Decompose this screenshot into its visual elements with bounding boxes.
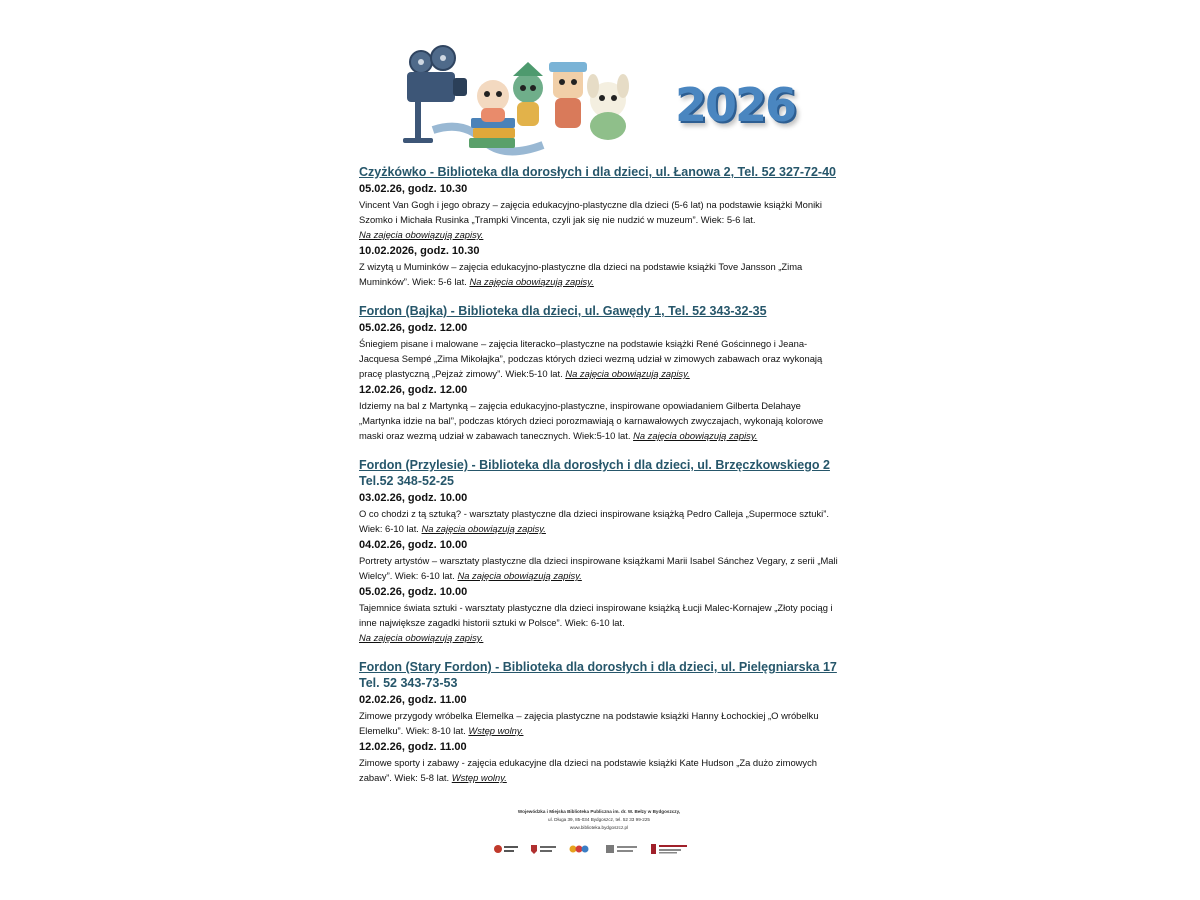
footer-address: ul. Długa 39, 85-034 Bydgoszcz, tel. 52 33 99-225 [548, 817, 650, 822]
branch-title[interactable]: Czyżkówko - Biblioteka dla dorosłych i dla dzieci, ul. Łanowa 2, Tel. 52 327-72-40 [359, 165, 836, 179]
event-description: Portrety artystów – warsztaty plastyczne dla dzieci inspirowane książkami Marii Isabel Sánchez Vegary, z serii „Mali Wielcy”. Wiek: 6-10 lat. [359, 555, 838, 581]
document-page [353, 40, 845, 860]
event-item [359, 585, 845, 645]
event-description: Tajemnice świata sztuki - warsztaty plastyczne dla dzieci inspirowane książką Łucji Malec-Kornajew „Złoty pociąg i inne największe zagadki historii sztuki w Polsce”. Wiek: 6-10 lat. [359, 602, 833, 628]
event-date: 12.02.26, godz. 11.00 [359, 741, 467, 753]
event-description: Idziemy na bal z Martynką – zajęcia edukacyjno-plastyczne, inspirowane opowiadaniem Gilberta Delahaye „Martynka idzie na bal”, podczas których dzieci porozmawiają o karnawałowych zwyczajach, wykonają kolorowe maski oraz wezmą udział w zabawach tanecznych. Wiek:5-10 lat. [359, 400, 824, 441]
branch-phone: Tel.52 348-52-25 [359, 474, 454, 488]
events-content [359, 164, 845, 793]
event-description-block [359, 259, 845, 289]
event-description: O co chodzi z tą sztuką? - warsztaty plastyczne dla dzieci inspirowane książką Pedro Calleja „Supermoce sztuki”. Wiek: 6-10 lat. [359, 508, 829, 534]
event-description: Z wizytą u Muminków – zajęcia edukacyjno-plastyczne dla dzieci na podstawie książki Tove Jansson „Zima Muminków”. Wiek: 5-6 lat. [359, 261, 803, 287]
footer [353, 808, 845, 832]
event-description: Zimowe sporty i zabawy - zajęcia edukacyjne dla dzieci na podstawie książki Kate Hudson „Za dużo zimowych zabaw”. Wiek: 5-8 lat. [359, 757, 818, 783]
event-item [359, 538, 845, 583]
event-date: 05.02.26, godz. 12.00 [359, 322, 468, 334]
branch-section-fordon-przylesie [359, 457, 845, 645]
bydgoszcz-logo-icon [569, 842, 593, 854]
event-date: 12.02.26, godz. 12.00 [359, 384, 468, 396]
event-date: 05.02.26, godz. 10.00 [359, 586, 468, 598]
footer-organization: Wojewódzka i Miejska Biblioteka Publiczna im. dr. W. Bełzy w Bydgoszczy, [517, 809, 681, 814]
footer-website[interactable]: www.biblioteka.bydgoszcz.pl [569, 825, 629, 830]
event-registration-note: Na zajęcia obowiązują zapisy. [359, 229, 484, 240]
event-description-block [359, 600, 845, 645]
event-item [359, 182, 845, 242]
event-item [359, 244, 845, 289]
event-date: 05.02.26, godz. 10.30 [359, 183, 468, 195]
event-registration-note: Wstęp wolny. [451, 772, 507, 783]
film-projector-illustration-icon [393, 40, 693, 158]
event-description-block [359, 197, 845, 242]
event-registration-note: Wstęp wolny. [468, 725, 524, 736]
wimbp-bydgoszcz-logo-icon [649, 842, 689, 854]
event-description: Zimowe przygody wróbelka Elemelka – zajęcia plastyczne na podstawie książki Hanny Łochockiej „O wróbelku Elemelku”. Wiek: 8-10 lat. [359, 710, 819, 736]
event-date: 03.02.26, godz. 10.00 [359, 492, 468, 504]
branch-title[interactable]: Fordon (Przylesie) - Biblioteka dla dorosłych i dla dzieci, ul. Brzęczkowskiego 2 [359, 458, 830, 472]
event-description-block [359, 398, 845, 443]
event-item [359, 491, 845, 536]
event-registration-note: Na zajęcia obowiązują zapisy. [565, 368, 690, 379]
kultura-dostepna-logo-icon [493, 842, 519, 854]
branch-section-czyzkowko [359, 164, 845, 289]
event-item [359, 383, 845, 443]
header-banner [353, 40, 845, 158]
kujawsko-pomorskie-regional-logo-icon [605, 842, 639, 854]
event-item [359, 321, 845, 381]
event-registration-note: Na zajęcia obowiązują zapisy. [421, 523, 546, 534]
event-date: 10.02.2026, godz. 10.30 [359, 245, 480, 257]
event-description-block [359, 506, 845, 536]
event-item [359, 693, 845, 738]
branch-section-fordon-bajka [359, 303, 845, 443]
branch-phone: Tel. 52 343-73-53 [359, 676, 458, 690]
event-date: 04.02.26, godz. 10.00 [359, 539, 468, 551]
event-registration-note: Na zajęcia obowiązują zapisy. [359, 632, 484, 643]
event-item [359, 740, 845, 785]
event-description-block [359, 336, 845, 381]
branch-title[interactable]: Fordon (Stary Fordon) - Biblioteka dla dorosłych i dla dzieci, ul. Pielęgniarska 17 [359, 660, 837, 674]
sponsor-logos [493, 840, 703, 858]
event-description-block [359, 755, 845, 785]
event-date: 02.02.26, godz. 11.00 [359, 694, 467, 706]
year-badge: 2026 [675, 78, 796, 132]
event-registration-note: Na zajęcia obowiązują zapisy. [633, 430, 758, 441]
event-description-block [359, 708, 845, 738]
event-registration-note: Na zajęcia obowiązują zapisy. [469, 276, 594, 287]
wojewodztwo-kujawsko-pomorskie-logo-icon [529, 842, 559, 854]
event-description: Śniegiem pisane i malowane – zajęcia literacko–plastyczne na podstawie książki René Gościnnego i Jeana-Jacquesa Sempé „Zima Mikołajka”, podczas których dzieci wezmą udział w zimowych zabawach oraz wykonają pracę plastyczną „Pejzaż zimowy”. Wiek:5-10 lat. [359, 338, 823, 379]
branch-section-stary-fordon [359, 659, 845, 785]
event-registration-note: Na zajęcia obowiązują zapisy. [457, 570, 582, 581]
branch-title[interactable]: Fordon (Bajka) - Biblioteka dla dzieci, ul. Gawędy 1, Tel. 52 343-32-35 [359, 304, 767, 318]
event-description-block [359, 553, 845, 583]
event-description: Vincent Van Gogh i jego obrazy – zajęcia edukacyjno-plastyczne dla dzieci (5-6 lat) na podstawie książki Moniki Szomko i Michała Rusinka „Trampki Vincenta, czyli jak się nie nudzić w muzeum”. Wiek: 5-6 lat. [359, 199, 822, 225]
